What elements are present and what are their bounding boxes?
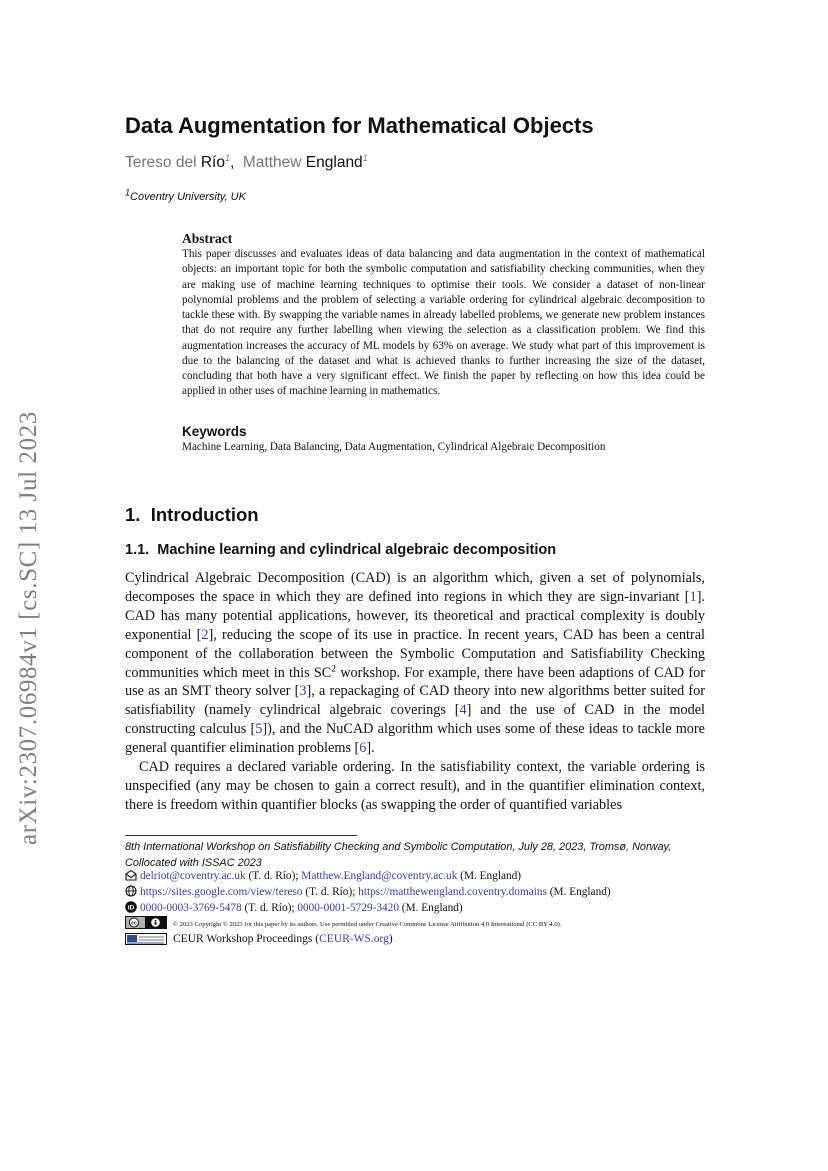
section-heading: [125, 503, 259, 527]
author-list: Tereso del Río$^1$, Matthew England$^1$: [125, 152, 368, 171]
author-1-sup: 1: [224, 152, 230, 163]
citation-link[interactable]: 2: [201, 626, 209, 643]
p1-seg-f: ] and the use of CAD in the model constructing calculus [: [125, 702, 705, 738]
p1-seg-h: ].: [366, 740, 375, 757]
author-1: [125, 154, 230, 171]
email-link[interactable]: Matthew.England@coventry.ac.uk: [301, 870, 458, 882]
url1-owner: (T. d. Río);: [302, 886, 359, 898]
abstract-block: [182, 230, 705, 400]
abstract-heading: Abstract: [182, 231, 233, 246]
arxiv-identifier: arXiv:2307.06984v1 [cs.SC] 13 Jul 2023: [15, 411, 42, 845]
author-1-given: Tereso del: [125, 154, 197, 171]
footnote-emails: [125, 868, 521, 884]
orcid-icon: [125, 901, 137, 913]
copyright-text: © 2023 Copyright © 2023 for this paper by its authors. Use permitted under Creative Commons License Attribution 4.0 International (CC BY 4.0).: [173, 921, 562, 928]
orcid-link[interactable]: 0000-0003-3769-5478: [140, 902, 242, 914]
ceur-link[interactable]: CEUR-WS.org: [319, 933, 389, 945]
author-2-sup: 1: [362, 152, 368, 163]
p1-seg-d: workshop. For example, there have been adaptions of CAD for use as an SMT theory solver [: [125, 664, 706, 700]
citation-link[interactable]: 3: [299, 683, 307, 700]
orcid2-owner: (M. England): [398, 902, 463, 914]
p1-seg-c: ], reducing the scope of its use in practice. In recent years, CAD has been a central component of the collaboration between the Symbolic Computation and Satisfiability Checking communities which meet in this SC: [125, 626, 705, 681]
section-number: 1.: [125, 504, 141, 525]
email2-owner: (M. England): [457, 870, 522, 882]
affiliation: [125, 189, 246, 205]
citation-link[interactable]: 5: [255, 721, 263, 738]
section-title: Introduction: [150, 504, 259, 525]
paper-title: Data Augmentation for Mathematical Objects: [125, 113, 594, 138]
p1-seg-g: ]), and the NuCAD algorithm which uses some of these ideas to tackle more general quantifier elimination problems [: [125, 721, 705, 757]
orcid-link[interactable]: 0000-0001-5729-3420: [297, 902, 399, 914]
footnote-orcids: [125, 900, 463, 916]
keywords-heading: Keywords: [182, 424, 247, 439]
ceur-prefix: CEUR Workshop Proceedings (: [173, 933, 320, 945]
p1-seg-b: ]. CAD has many potential applications, however, its theoretical and practical complexity is doubly exponential [: [125, 588, 705, 643]
author-2-given: Matthew: [242, 154, 302, 171]
homepage-link[interactable]: https://sites.google.com/view/tereso: [140, 886, 303, 898]
abstract-text: This paper discusses and evaluates ideas of data balancing and data augmentation in the context of mathematical objects: an important topic for both the symbolic computation and satisfiability checking communities, when they are making use of machine learning techniques to optimise their tools. We consider a dataset of non-linear polynomial problems and the problem of selecting a variable ordering for cylindrical algebraic decomposition to tackle these with. By swapping the variable names in already labelled problems, we generate new problem instances that do not require any further labelling when viewing the selection as a classification problem. We find this augmentation increases the accuracy of ML models by 63% on average. We study what part of this improvement is due to the balancing of the dataset and what is achieved thanks to further increasing the size of the dataset, concluding that both have a very significant effect. We finish the paper by reflecting on how this idea could be applied in other uses of machine learning in mathematics.: [182, 248, 705, 398]
keywords-text: Machine Learning, Data Balancing, Data Augmentation, Cylindrical Algebraic Decomposition: [182, 441, 606, 453]
p1-seg-a: Cylindrical Algebraic Decomposition (CAD) is an algorithm which, given a set of polynomials, decomposes the space in which they are defined into regions in which they are sign-invariant [: [125, 570, 705, 605]
author-1-family: Río: [200, 154, 225, 171]
body-text: [125, 569, 705, 815]
footnote-venue: 8th International Workshop on Satisfiability Checking and Symbolic Computation, July 28, 2023, Tromsø, Norway, Collocated with ISSAC 2023: [125, 841, 672, 869]
subsection-number: 1.1.: [125, 542, 150, 558]
homepage-link[interactable]: https://matthewengland.coventry.domains: [358, 886, 547, 898]
citation-link[interactable]: 1: [689, 588, 697, 605]
paragraph-2: CAD requires a declared variable ordering. In the satisfiability context, the variable ordering is unspecified (any may be chosen to gain a correct result), and in the quantifier elimination context, there is freedom within quantifier blocks (as swapping the order of quantified variables: [125, 759, 705, 813]
paragraph-1: [125, 569, 705, 758]
footnote-urls: [125, 884, 611, 900]
affiliation-sup: 1: [125, 187, 131, 198]
sc2-superscript: 2: [331, 663, 337, 674]
url2-owner: (M. England): [546, 886, 611, 898]
svg-text:iD: iD: [127, 904, 135, 912]
subsection-title: Machine learning and cylindrical algebraic decomposition: [157, 542, 557, 558]
footnote-rule: [125, 835, 357, 836]
author-2-family: England: [305, 154, 363, 171]
ceur-line: [125, 931, 393, 950]
svg-text:cc: cc: [131, 920, 137, 927]
orcid1-owner: (T. d. Río);: [241, 902, 298, 914]
keywords-block: [182, 423, 705, 455]
email1-owner: (T. d. Río);: [245, 870, 302, 882]
subsection-heading: [125, 540, 556, 560]
ceur-suffix: ): [388, 933, 393, 945]
email-link[interactable]: delriot@coventry.ac.uk: [140, 870, 246, 882]
citation-link[interactable]: 4: [459, 702, 467, 719]
author-2: [243, 154, 368, 171]
ceur-logo: [125, 933, 167, 950]
envelope-icon: [125, 869, 137, 881]
globe-icon: [125, 885, 137, 897]
affiliation-text: Coventry University, UK: [130, 191, 246, 203]
p1-seg-e: ], a repackaging of CAD theory into new algorithms better suited for satisfiability (namely cylindrical algebraic coverings [: [125, 683, 705, 719]
citation-link[interactable]: 6: [359, 740, 367, 757]
